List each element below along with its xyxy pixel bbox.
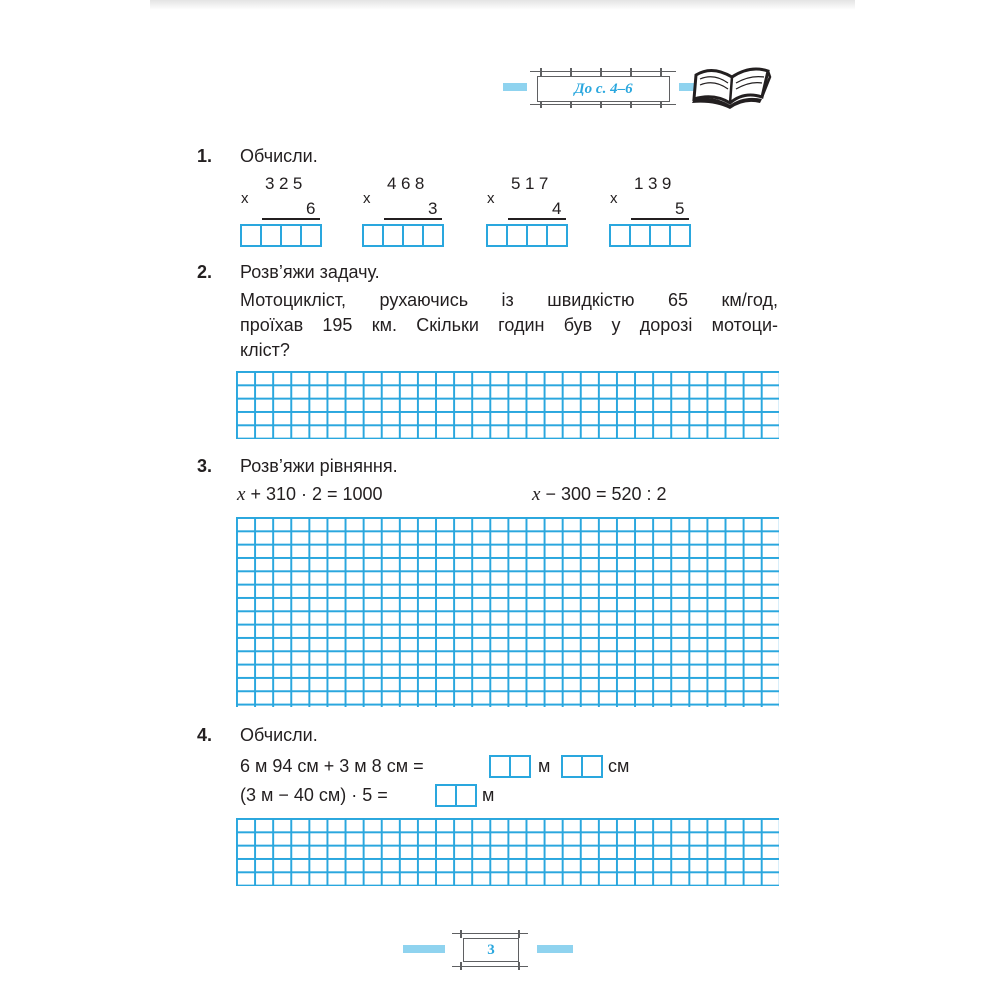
section-label: До с. 4–6 — [574, 80, 633, 97]
multiplicand: 139 — [634, 174, 676, 193]
task-3-title: Розв’яжи рівняння. — [240, 456, 398, 476]
multiplier: 6 — [306, 199, 320, 218]
multiplicand: 517 — [511, 174, 553, 193]
task-4-number: 4. — [197, 725, 213, 745]
problem-line-1: Мотоцикліст, рухаючись із швидкістю 65 км/год, — [240, 290, 778, 310]
task-2-title: Розв’яжи задачу. — [240, 262, 380, 282]
problem-line-2: проїхав 195 км. Скільки годин був у дорозі мотоци- — [240, 315, 778, 335]
task-1-title: Обчисли. — [240, 146, 318, 166]
answer-boxes-meters-2[interactable] — [435, 784, 477, 807]
unit-meters: м — [538, 756, 551, 776]
multiplier: 3 — [428, 199, 442, 218]
answer-boxes[interactable] — [240, 224, 322, 247]
footer-bar-left — [403, 945, 445, 953]
answer-boxes-centimeters[interactable] — [561, 755, 603, 778]
header-bar-left — [503, 83, 527, 91]
footer-bar-right — [537, 945, 573, 953]
equation-2-rest: − 300 = 520 : 2 — [545, 484, 667, 504]
variable-x: x — [532, 484, 541, 505]
variable-x: x — [237, 484, 246, 505]
multiply-sign: x — [241, 190, 249, 207]
equation-1 — [237, 484, 383, 506]
multiplier: 5 — [675, 199, 689, 218]
equation-1-rest: + 310 · 2 = 1000 — [250, 484, 383, 504]
answer-boxes[interactable] — [486, 224, 568, 247]
equation-2 — [532, 484, 667, 506]
open-book-icon — [692, 63, 774, 109]
result-line — [262, 218, 320, 220]
page-number-frame — [463, 938, 519, 962]
unit-meters-2: м — [482, 785, 495, 805]
answer-boxes[interactable] — [362, 224, 444, 247]
multiply-sign: x — [610, 190, 618, 207]
work-grid-task-2[interactable] — [236, 371, 779, 439]
work-grid-task-4[interactable] — [236, 818, 779, 886]
expression-2: (3 м − 40 см) · 5 = — [240, 785, 388, 805]
multiplicand: 468 — [387, 174, 429, 193]
unit-centimeters: см — [608, 756, 630, 776]
multiply-sign: x — [363, 190, 371, 207]
answer-boxes[interactable] — [609, 224, 691, 247]
answer-boxes-meters[interactable] — [489, 755, 531, 778]
task-2-number: 2. — [197, 262, 213, 282]
expression-1: 6 м 94 см + 3 м 8 см = — [240, 756, 424, 776]
multiplier: 4 — [552, 199, 566, 218]
section-label-frame — [537, 76, 670, 102]
result-line — [631, 218, 689, 220]
multiplicand: 325 — [265, 174, 307, 193]
result-line — [508, 218, 566, 220]
page-top-shadow — [150, 0, 855, 10]
work-grid-task-3[interactable] — [236, 517, 779, 707]
page-number: 3 — [487, 941, 495, 958]
result-line — [384, 218, 442, 220]
task-3-number: 3. — [197, 456, 213, 476]
problem-line-3: кліст? — [240, 340, 290, 360]
task-4-title: Обчисли. — [240, 725, 318, 745]
multiply-sign: x — [487, 190, 495, 207]
task-1-number: 1. — [197, 146, 213, 166]
